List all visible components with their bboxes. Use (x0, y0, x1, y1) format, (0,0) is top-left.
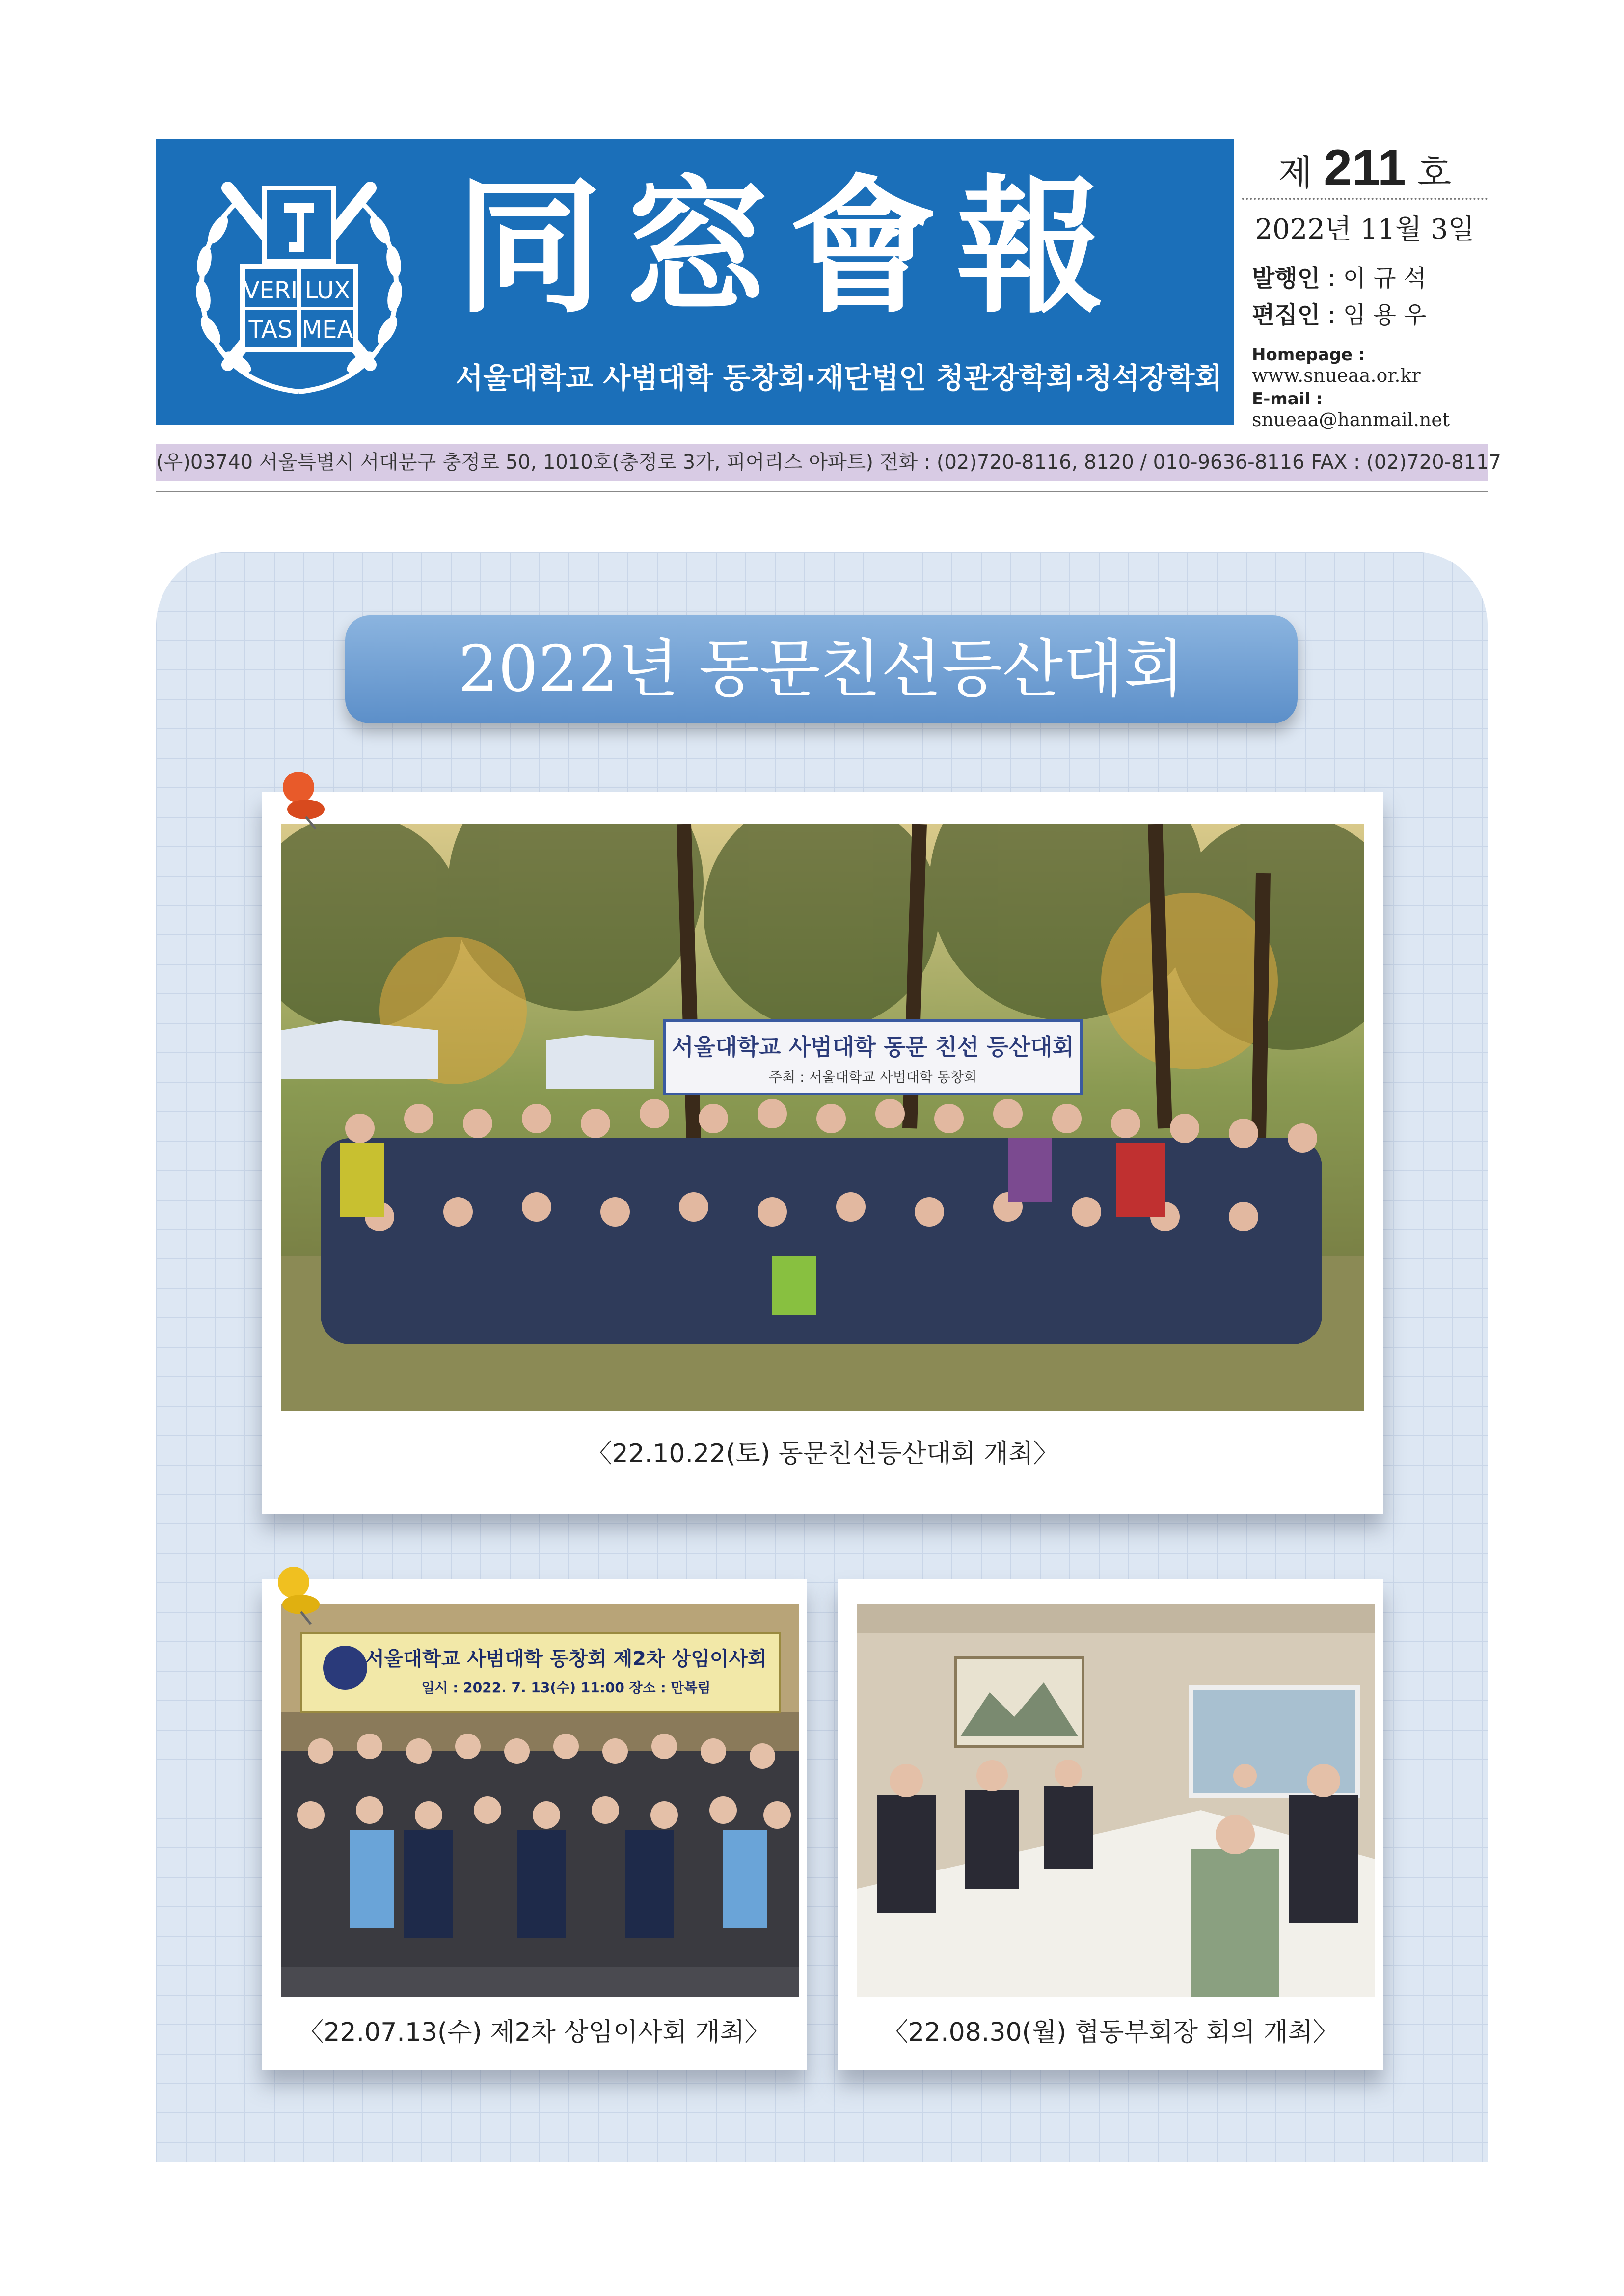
issue-prefix: 제 (1278, 152, 1313, 193)
newsletter-subtitle: 서울대학교 사범대학 동창회·재단법인 청관장학회·청석장학회 (456, 361, 1222, 395)
photo-caption-hiking: 〈22.10.22(토) 동문친선등산대회 개최〉 (586, 1439, 1059, 1468)
emblem-text-lux: LUX (304, 277, 351, 304)
emblem-text-veri: VERI (243, 277, 298, 304)
homepage-link[interactable]: www.snueaa.or.kr (1252, 365, 1421, 386)
publisher-label: 발행인 (1252, 265, 1321, 292)
content-panel (156, 552, 1488, 2162)
photo-card-hiking (262, 792, 1383, 1514)
vice-president-meeting-photo (857, 1604, 1375, 1997)
hiking-group-photo (281, 824, 1364, 1411)
pushpin-yellow-icon (271, 1563, 325, 1627)
address-bar: (우)03740 서울특별시 서대문구 충정로 50, 1010호(충정로 3가, 피어리스 아파트) 전화 : (02)720-8116, 8120 / 010-9636-8116 FAX : (02)720-8117 (156, 444, 1488, 481)
email-label: E-mail : (1252, 389, 1323, 409)
divider (1242, 198, 1488, 200)
publisher-row: 발행인 : 이 규 석 (1252, 265, 1427, 292)
issue-suffix: 호 (1417, 152, 1452, 193)
homepage-label: Homepage : (1252, 345, 1365, 365)
emblem-text-mea: MEA (301, 316, 353, 344)
event-title-banner: 2022년 동문친선등산대회 (345, 615, 1298, 723)
pushpin-red-icon (276, 768, 330, 831)
editor-row: 편집인 : 임 용 우 (1252, 301, 1427, 329)
email-link[interactable]: snueaa@hanmail.net (1252, 409, 1450, 430)
editor-label: 편집인 (1252, 301, 1321, 329)
header-rule (156, 491, 1488, 492)
photo-banner-line1: 서울대학교 사범대학 동문 친선 등산대회 (672, 1034, 1074, 1060)
university-emblem-icon (184, 168, 414, 399)
photo-card-vice-president-meeting (838, 1579, 1383, 2070)
editor-name: 임 용 우 (1343, 301, 1427, 329)
publisher-name: 이 규 석 (1343, 265, 1427, 292)
photo-caption-board-meeting: 〈22.07.13(수) 제2차 상임이사회 개최〉 (298, 2018, 770, 2047)
newsletter-title: 同窓會報 (456, 160, 1123, 333)
photo-caption-vice-president-meeting: 〈22.08.30(월) 협동부회장 회의 개최〉 (882, 2018, 1339, 2047)
board-meeting-photo (281, 1604, 799, 1997)
issue-number-value: 211 (1324, 139, 1406, 196)
emblem-text-tas: TAS (248, 316, 293, 344)
issue-info (1242, 139, 1488, 433)
issue-date: 2022년 11월 3일 (1255, 214, 1475, 245)
photo2-banner-line2: 일시 : 2022. 7. 13(수) 11:00 장소 : 만복림 (421, 1680, 711, 1696)
issue-number (1242, 139, 1488, 196)
photo-card-board-meeting (262, 1579, 807, 2070)
photo-banner-line2: 주최 : 서울대학교 사범대학 동창회 (769, 1069, 977, 1085)
photo2-banner-line1: 서울대학교 사범대학 동창회 제2차 상임이사회 (365, 1648, 767, 1670)
masthead (156, 139, 1234, 425)
